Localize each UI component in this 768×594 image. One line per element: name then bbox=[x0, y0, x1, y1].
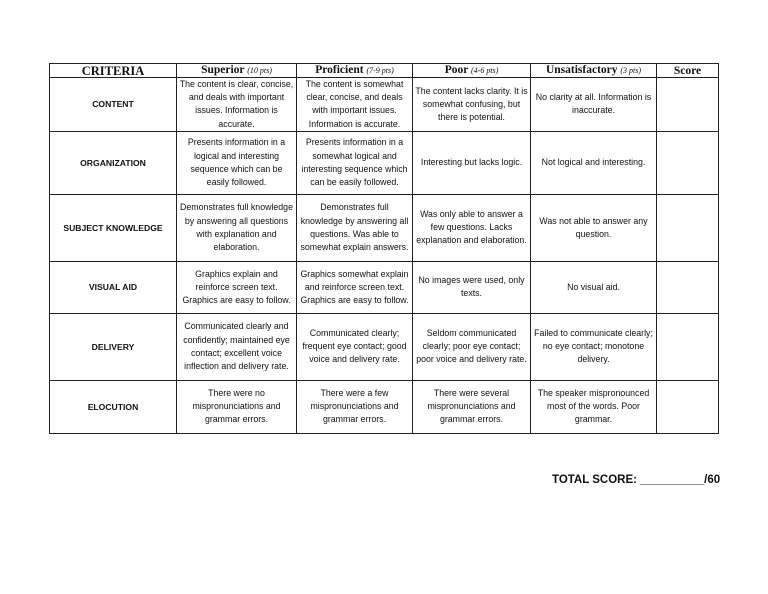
criteria-cell: ELOCUTION bbox=[50, 380, 177, 433]
header-row bbox=[50, 64, 719, 78]
superior-cell: Demonstrates full knowledge by answering all questions with explanation and elaboration. bbox=[177, 194, 297, 261]
superior-points: (10 pts) bbox=[247, 66, 272, 75]
score-cell[interactable] bbox=[657, 194, 719, 261]
row-delivery bbox=[50, 313, 719, 380]
superior-cell: Presents information in a logical and interesting sequence which can be easily followed. bbox=[177, 131, 297, 194]
proficient-cell: Communicated clearly; frequent eye contact; good voice and delivery rate. bbox=[297, 313, 413, 380]
score-cell[interactable] bbox=[657, 313, 719, 380]
poor-points: (4-6 pts) bbox=[470, 66, 499, 75]
row-organization bbox=[50, 131, 719, 194]
header-criteria: CRITERIA bbox=[50, 64, 177, 78]
total-score-line[interactable]: TOTAL SCORE: __________/60 bbox=[552, 474, 721, 486]
header-poor: Poor (4-6 pts) bbox=[413, 64, 531, 78]
criteria-cell: DELIVERY bbox=[50, 313, 177, 380]
superior-cell: Graphics explain and reinforce screen text. Graphics are easy to follow. bbox=[177, 261, 297, 313]
unsatisfactory-points: (3 pts) bbox=[620, 66, 642, 75]
unsatisfactory-cell: Failed to communicate clearly; no eye contact; monotone delivery. bbox=[531, 313, 657, 380]
proficient-cell: The content is somewhat clear, concise, and deals with important issues. Information is accurate. bbox=[297, 78, 413, 132]
unsatisfactory-cell: No visual aid. bbox=[531, 261, 657, 313]
superior-cell: The content is clear, concise, and deals with important issues. Information is accurate. bbox=[177, 78, 297, 132]
poor-cell: No images were used, only texts. bbox=[413, 261, 531, 313]
unsatisfactory-cell: Not logical and interesting. bbox=[531, 131, 657, 194]
proficient-cell: Graphics somewhat explain and reinforce screen text. Graphics are easy to follow. bbox=[297, 261, 413, 313]
poor-cell: Was only able to answer a few questions. Lacks explanation and elaboration. bbox=[413, 194, 531, 261]
rubric-table bbox=[49, 63, 719, 434]
proficient-cell: Presents information in a somewhat logical and interesting sequence which can be easily followed. bbox=[297, 131, 413, 194]
proficient-cell: There were a few mispronunciations and grammar errors. bbox=[297, 380, 413, 433]
poor-cell: Seldom communicated clearly; poor eye contact; poor voice and delivery rate. bbox=[413, 313, 531, 380]
score-cell[interactable] bbox=[657, 78, 719, 132]
unsatisfactory-cell: Was not able to answer any question. bbox=[531, 194, 657, 261]
header-score: Score bbox=[657, 64, 719, 78]
header-proficient: Proficient (7-9 pts) bbox=[297, 64, 413, 78]
header-unsatisfactory: Unsatisfactory (3 pts) bbox=[531, 64, 657, 78]
row-subject-knowledge bbox=[50, 194, 719, 261]
row-elocution bbox=[50, 380, 719, 433]
poor-cell: There were several mispronunciations and grammar errors. bbox=[413, 380, 531, 433]
poor-cell: The content lacks clarity. It is somewhat confusing, but there is potential. bbox=[413, 78, 531, 132]
criteria-cell: ORGANIZATION bbox=[50, 131, 177, 194]
criteria-cell: SUBJECT KNOWLEDGE bbox=[50, 194, 177, 261]
unsatisfactory-cell: The speaker mispronounced most of the words. Poor grammar. bbox=[531, 380, 657, 433]
poor-cell: Interesting but lacks logic. bbox=[413, 131, 531, 194]
criteria-cell: VISUAL AID bbox=[50, 261, 177, 313]
superior-cell: Communicated clearly and confidently; maintained eye contact; excellent voice inflection and delivery rate. bbox=[177, 313, 297, 380]
score-cell[interactable] bbox=[657, 261, 719, 313]
row-content bbox=[50, 78, 719, 132]
unsatisfactory-cell: No clarity at all. Information is inaccurate. bbox=[531, 78, 657, 132]
superior-cell: There were no mispronunciations and grammar errors. bbox=[177, 380, 297, 433]
score-cell[interactable] bbox=[657, 131, 719, 194]
proficient-points: (7-9 pts) bbox=[366, 66, 394, 75]
row-visual-aid bbox=[50, 261, 719, 313]
header-superior: Superior (10 pts) bbox=[177, 64, 297, 78]
criteria-cell: CONTENT bbox=[50, 78, 177, 132]
proficient-cell: Demonstrates full knowledge by answering all questions. Was able to somewhat explain answers. bbox=[297, 194, 413, 261]
score-cell[interactable] bbox=[657, 380, 719, 433]
